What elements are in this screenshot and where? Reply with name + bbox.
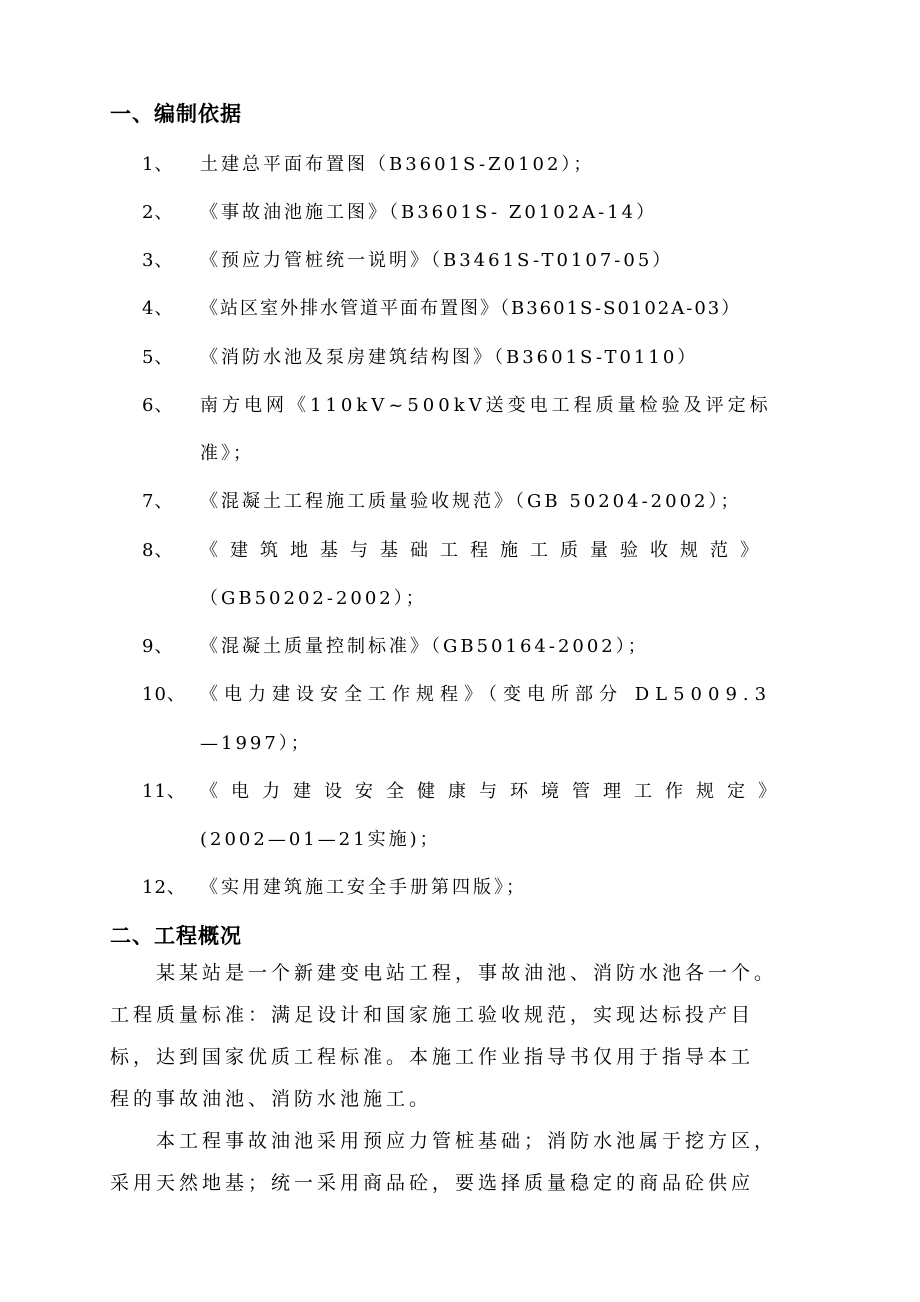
item-text-continued: 准》； [200,443,254,464]
item-text: 《电力建设安全工作规程》（变电所部分 DL5009.3 [200,684,773,705]
item-number: 5、 [142,347,174,368]
paragraph-line: 程的事故油池、消防水池施工。 [110,1088,433,1110]
item-text: 南方电网《110kV~500kV送变电工程质量检验及评定标 [200,395,772,416]
item-text-continued: （GB50202-2002）； [200,588,427,609]
item-text: 土建总平面布置图（B3601S-Z0102）； [200,154,595,175]
item-number: 11、 [142,781,186,802]
item-text: 《消防水池及泵房建筑结构图》（B3601S-T0110） [200,347,699,368]
item-text: 《事故油池施工图》（B3601S- Z0102A-14） [200,202,658,223]
item-number: 9、 [142,636,174,657]
item-number: 1、 [142,154,174,175]
item-text: 《建筑地基与基础工程施工质量验收规范》 [200,540,770,561]
item-text: 《站区室外排水管道平面布置图》（B3601S-S0102A-03） [200,298,742,319]
paragraph-line: 某某站是一个新建变电站工程，事故油池、消防水池各一个。 [110,962,778,984]
item-text: 《实用建筑施工安全手册第四版》； [200,877,527,898]
section-heading-overview: 二、工程概况 [110,924,242,948]
item-text-continued: (2002—01—21实施)； [200,829,441,850]
section-heading-basis: 一、编制依据 [110,102,242,126]
item-text: 《电力建设安全健康与环境管理工作规定》 [200,781,789,802]
item-number: 8、 [142,540,174,561]
item-number: 3、 [142,250,174,271]
item-number: 10、 [142,684,186,705]
item-number: 4、 [142,298,174,319]
paragraph-line: 标，达到国家优质工程标准。本施工作业指导书仅用于指导本工 [110,1046,755,1068]
item-number: 2、 [142,202,174,223]
item-number: 6、 [142,395,174,416]
item-text: 《预应力管桩统一说明》（B3461S-T0107-05） [200,250,674,271]
item-number: 7、 [142,491,174,512]
item-text: 《混凝土工程施工质量验收规范》（GB 50204-2002）； [200,491,742,512]
item-number: 12、 [142,877,186,898]
paragraph-line: 本工程事故油池采用预应力管桩基础；消防水池属于挖方区， [110,1130,778,1152]
item-text: 《混凝土质量控制标准》（GB50164-2002）； [200,636,649,657]
item-text-continued: —1997）； [200,733,312,754]
paragraph-line: 采用天然地基；统一采用商品砼，要选择质量稳定的商品砼供应 [110,1172,755,1194]
paragraph-line: 工程质量标准：满足设计和国家施工验收规范，实现达标投产目 [110,1004,755,1026]
